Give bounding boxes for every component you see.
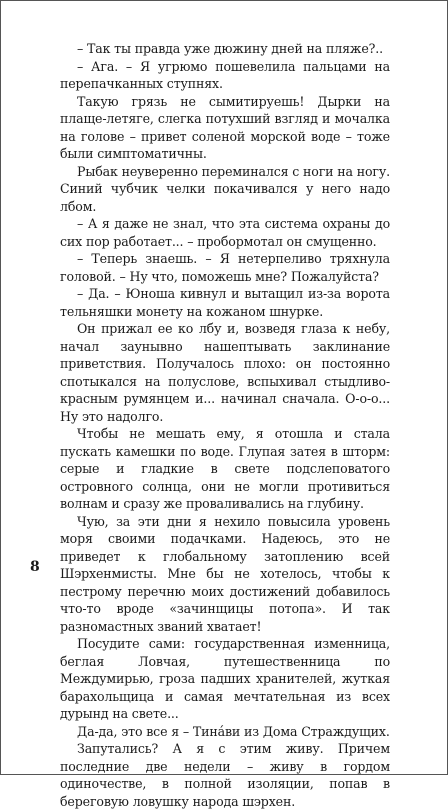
text-column (60, 40, 390, 810)
paragraph: Да-да, это все я – Тинáви из Дома Страждущих. (77, 723, 390, 739)
paragraph: Посудите сами: государственная изменница, беглая Ловчая, путешественница по Междумирью, гроза падших хранителей, жуткая барахольщица и самая мечтательная из всех дурынд на свете... (60, 636, 390, 721)
paragraph: Рыбак неуверенно переминался с ноги на ногу. Синий чубчик челки покачивался у него надо лбом. (60, 163, 390, 214)
paragraph: Чтобы не мешать ему, я отошла и стала пускать камешки по воде. Глупая затея в шторм: серые и гладкие в свете подслеповатого островного солнца, они не могли противиться волнам и сразу же проваливались на глубину. (60, 426, 390, 511)
paragraph: Он прижал ее ко лбу и, возведя глаза к небу, начал заунывно нашептывать заклинание приветствия. Получалось плохо: он постоянно спотыкался на полуслове, вспыхивал стыдливо-красным румянцем и... начинал сначала. О-о-о... Ну это надолго. (60, 321, 390, 424)
paragraph: – Так ты правда уже дюжину дней на пляже?.. (77, 41, 383, 56)
paragraph: Чую, за эти дни я нехило повысила уровень моря своими подачками. Надеюсь, это не приведет к глобальному затоплению всей Шэрхенмисты. Мне бы не хотелось, чтобы к пестрому перечню моих достижений добавилось что-то вроде «зачинщицы потопа». И так разномастных званий хватает! (60, 513, 390, 634)
page-number: 8 (30, 559, 40, 575)
paragraph: – А я даже не знал, что эта система охраны до сих пор работает... – пробормотал он смущенно. (60, 216, 390, 249)
paragraph: Такую грязь не сымитируешь! Дырки на плаще-летяге, слегка потухший взгляд и мочалка на голове – привет соленой морской воде – тоже были симптоматичны. (60, 93, 390, 161)
paragraph: – Теперь знаешь. – Я нетерпеливо тряхнула головой. – Ну что, поможешь мне? Пожалуйста? (60, 251, 390, 284)
paragraph: – Ага. – Я угрюмо пошевелила пальцами на перепачканных ступнях. (60, 58, 390, 91)
paragraph: Запутались? А я с этим живу. Причем последние две недели – живу в гордом одиночестве, в полной изоляции, попав в береговую ловушку народа шэрхен. (60, 741, 390, 809)
paragraph: – Да. – Юноша кивнул и вытащил из-за ворота тельняшки монету на кожаном шнурке. (60, 286, 390, 319)
